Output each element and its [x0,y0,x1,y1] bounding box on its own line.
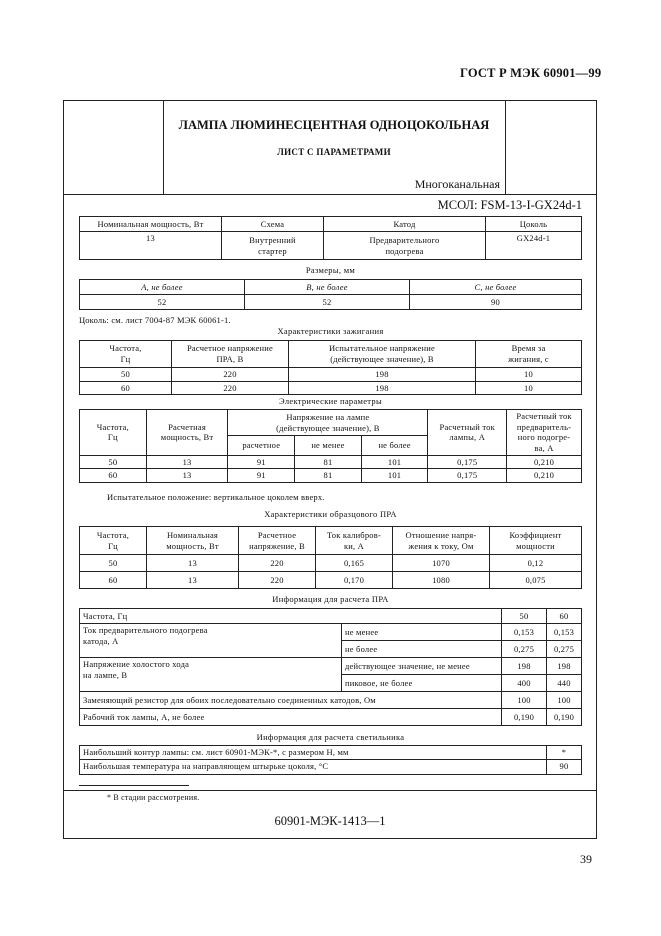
lum-info-caption: Информация для расчета светильника [256,732,405,742]
lum-temp-label: Наибольшая температура на направляющем штырьке цоколя, °С [80,759,547,774]
pra-noload-rms-label: действующее значение, не менее [342,658,502,675]
dim-header-b: В, не более [245,280,410,295]
pra-preheat-min-label: не менее [342,624,502,641]
base-note: Цоколь: см. лист 7004-87 МЭК 60061-1. [79,315,231,325]
ign-header-time: Время за жигания, с [476,341,582,368]
ign-cell: 10 [476,381,582,395]
ign-cell: 198 [289,381,476,395]
footnote: * В стадии рассмотрения. [107,793,200,802]
dim-header-a: А, не более [80,280,245,295]
bal-cell: 220 [239,555,316,572]
bal-cell: 1070 [393,555,490,572]
ign-cell: 198 [289,368,476,382]
lum-contour-value: * [547,746,582,760]
pra-preheat-max-label: не более [342,641,502,658]
ign-cell: 50 [80,368,172,382]
pra-resistor-60: 100 [547,692,582,709]
ballast-caption: Характеристики образцового ПРА [264,509,397,519]
header-cathode: Катод [324,217,486,232]
pra-noload-peak-label: пиковое, не более [342,675,502,692]
bal-cell: 0,170 [316,572,393,589]
cell-scheme: Внутренний стартер [222,232,324,260]
ignition-caption: Характеристики зажигания [277,326,384,336]
el-cell: 101 [361,469,428,483]
bal-cell: 220 [239,572,316,589]
bal-cell: 0,075 [490,572,582,589]
footer-top-line [63,790,597,791]
pra-preheat-min-60: 0,153 [547,624,582,641]
dimensions-table [79,279,582,310]
dim-header-c: С, не более [410,280,582,295]
header-bottom-line [63,194,597,195]
bal-header-voltage: Расчетное напряжение, В [239,527,316,555]
el-cell: 81 [295,469,362,483]
el-cell: 50 [80,455,147,469]
el-header-preheat: Расчетный ток предваритель- ного подогре- ва, А [507,410,582,456]
pra-noload-rms-60: 198 [547,658,582,675]
ign-cell: 220 [172,368,289,382]
bal-header-current: Ток калибров- ки, А [316,527,393,555]
main-parameters-table [79,216,582,260]
lum-info-table [79,745,582,775]
test-position-note: Испытательное положение: вертикальное цоколем вверх. [107,492,325,502]
bal-header-pf: Коэффициент мощности [490,527,582,555]
el-header-power: Расчетная мощность, Вт [146,410,228,456]
pra-preheat-max-60: 0,275 [547,641,582,658]
el-header-voltage: Напряжение на лампе (действующее значение), В [228,410,428,436]
lum-contour-label: Наибольший контур лампы: см. лист 60901-МЭК-*, с размером Н, мм [80,746,547,760]
pra-work-50: 0,190 [502,709,547,726]
el-cell: 81 [295,455,362,469]
page-number: 39 [580,852,592,866]
bal-header-freq: Частота, Гц [80,527,147,555]
el-cell: 0,210 [507,469,582,483]
mcol-designation: МСОЛ: FSM-13-I-GX24d-1 [437,198,582,212]
el-cell: 0,210 [507,455,582,469]
electric-table [79,409,582,483]
cell-base: GX24d-1 [486,232,582,260]
header-base: Цоколь [486,217,582,232]
pra-freq-50: 50 [502,609,547,624]
cell-power: 13 [80,232,222,260]
footnote-separator [79,785,189,786]
ign-header-freq: Частота, Гц [80,341,172,368]
bal-cell: 50 [80,555,147,572]
pra-work-label: Рабочий ток лампы, А, не более [80,709,502,726]
pra-resistor-50: 100 [502,692,547,709]
pra-work-60: 0,190 [547,709,582,726]
sheet-code: 60901-МЭК-1413—1 [274,814,386,828]
dim-c: 90 [410,295,582,310]
pra-info-table [79,608,582,726]
el-cell: 0,175 [428,469,507,483]
bal-header-power: Номинальная мощность, Вт [147,527,239,555]
pra-resistor-label: Заменяющий резистор для обоих последовательно соединенных катодов, Ом [80,692,502,709]
el-header-v-min: не менее [295,436,362,455]
page-subtitle: ЛИСТ С ПАРАМЕТРАМИ [277,147,391,157]
ign-cell: 220 [172,381,289,395]
ign-header-voltage: Расчетное напряжение ПРА, В [172,341,289,368]
ign-cell: 60 [80,381,172,395]
ballast-table [79,526,582,589]
ign-cell: 10 [476,368,582,382]
pra-preheat-label: Ток предварительного подогрева катода, А [80,624,342,658]
dim-a: 52 [80,295,245,310]
lamp-type: Многоканальная [414,177,500,191]
pra-noload-label: Напряжение холостого хода на лампе, В [80,658,342,692]
bal-cell: 1080 [393,572,490,589]
ignition-table [79,340,582,395]
page-title: ЛАМПА ЛЮМИНЕСЦЕНТНАЯ ОДНОЦОКОЛЬНАЯ [178,118,490,132]
el-header-v-max: не более [361,436,428,455]
lum-temp-value: 90 [547,759,582,774]
el-cell: 13 [146,469,228,483]
bal-header-ratio: Отношение напря- жения к току, Ом [393,527,490,555]
pra-freq-label: Частота, Гц [80,609,502,624]
cell-cathode: Предварительного подогрева [324,232,486,260]
bal-cell: 0,165 [316,555,393,572]
pra-freq-60: 60 [547,609,582,624]
el-cell: 101 [361,455,428,469]
pra-preheat-max-50: 0,275 [502,641,547,658]
bal-cell: 13 [147,555,239,572]
header-power: Номинальная мощность, Вт [80,217,222,232]
el-header-current: Расчетный ток лампы, А [428,410,507,456]
bal-cell: 13 [147,572,239,589]
el-cell: 60 [80,469,147,483]
bal-cell: 0,12 [490,555,582,572]
el-cell: 91 [228,455,295,469]
header-divider-right [505,100,506,195]
ign-header-test: Испытательное напряжение (действующее значение), В [289,341,476,368]
el-cell: 0,175 [428,455,507,469]
header-scheme: Схема [222,217,324,232]
dimensions-caption: Размеры, мм [305,265,356,275]
el-cell: 13 [146,455,228,469]
pra-preheat-min-50: 0,153 [502,624,547,641]
dim-b: 52 [245,295,410,310]
pra-noload-peak-60: 440 [547,675,582,692]
pra-noload-rms-50: 198 [502,658,547,675]
el-cell: 91 [228,469,295,483]
bal-cell: 60 [80,572,147,589]
standard-number: ГОСТ Р МЭК 60901—99 [460,66,602,80]
el-header-freq: Частота, Гц [80,410,147,456]
pra-info-caption: Информация для расчета ПРА [272,594,389,604]
pra-noload-peak-50: 400 [502,675,547,692]
el-header-v-calc: расчетное [228,436,295,455]
electric-caption: Электрические параметры [279,396,382,406]
